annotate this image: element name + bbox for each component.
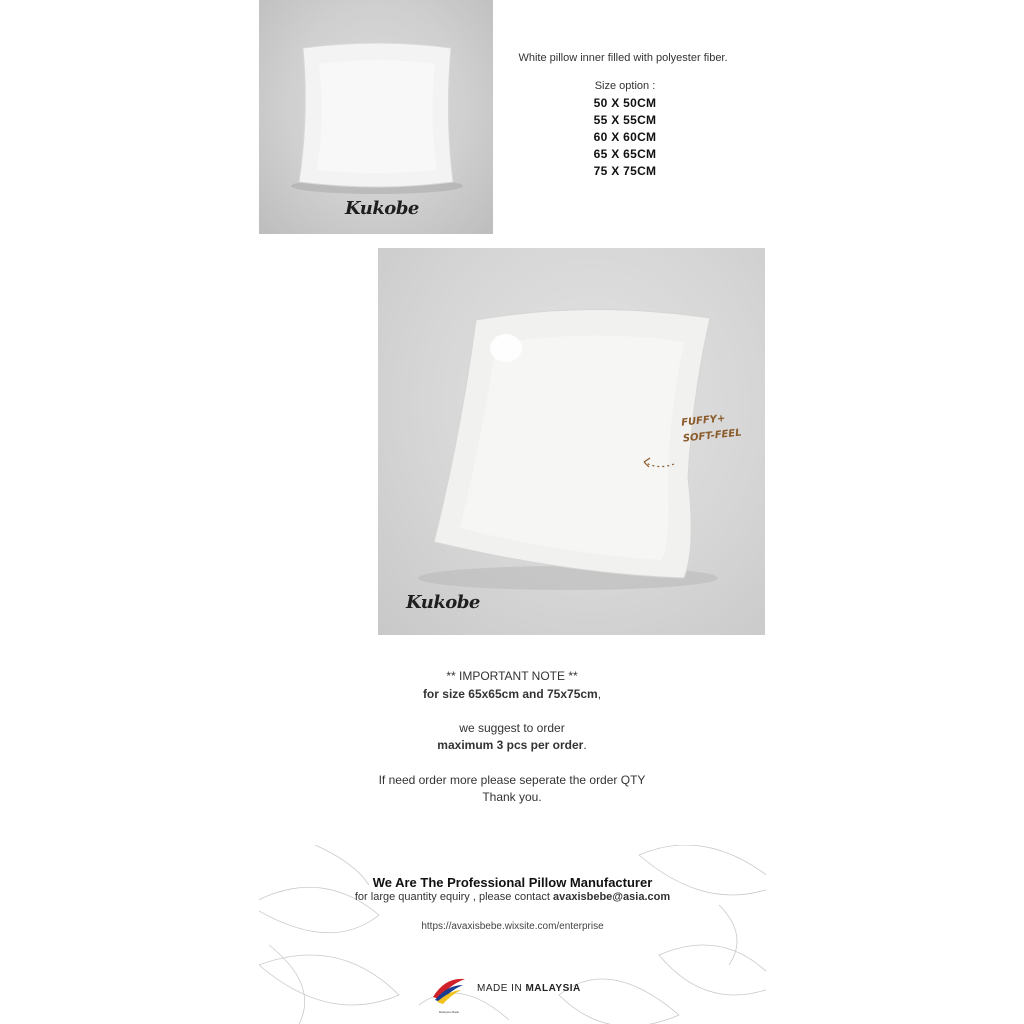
footer-contact xyxy=(259,891,766,903)
annotation-line: FUFFY+ xyxy=(680,413,726,429)
made-in-prefix: MADE IN xyxy=(477,983,526,994)
size-option-item: 55 X 55CM xyxy=(593,113,657,127)
made-in-label xyxy=(477,983,581,994)
size-option-label: Size option : xyxy=(594,80,656,92)
note-punct: , xyxy=(597,687,602,701)
size-option-item: 75 X 75CM xyxy=(593,164,657,178)
note-punct: . xyxy=(583,738,587,752)
flag-swoosh-icon xyxy=(429,973,469,1005)
note-size-bold: for size 65x65cm and 75x75cm xyxy=(422,687,598,701)
contact-email-link[interactable]: avaxisbebe@asia.com xyxy=(552,891,671,903)
product-description: White pillow inner filled with polyester fiber. xyxy=(518,52,728,64)
leaf-pattern-background xyxy=(259,845,766,1024)
footer-banner xyxy=(259,845,766,1024)
note-heading: ** IMPORTANT NOTE ** xyxy=(446,669,578,683)
size-option-item: 50 X 50CM xyxy=(593,96,657,110)
note-max-bold: maximum 3 pcs per order xyxy=(437,738,584,752)
contact-prefix: for large quantity equiry , please contact xyxy=(354,891,553,903)
product-photo-front xyxy=(259,0,493,234)
footer-url-link[interactable]: https://avaxisbebe.wixsite.com/enterprise xyxy=(421,921,604,932)
annotation-line: SOFT-FEEL xyxy=(682,427,743,445)
brand-logo: Kukobe xyxy=(345,198,419,219)
note-size-line xyxy=(262,687,762,701)
note-separate-line: If need order more please seperate the order QTY xyxy=(378,773,646,787)
note-suggest-line: we suggest to order xyxy=(459,721,565,735)
product-photo-angled xyxy=(378,248,765,635)
emblem-caption: Malaysia Made xyxy=(438,1010,460,1014)
malaysia-made-emblem xyxy=(429,973,469,1013)
footer-title: We Are The Professional Pillow Manufacturer xyxy=(372,875,653,890)
made-in-country: MALAYSIA xyxy=(525,983,581,994)
size-option-list xyxy=(560,95,690,180)
brand-logo: Kukobe xyxy=(406,592,480,613)
size-option-item: 60 X 60CM xyxy=(593,130,657,144)
note-thanks: Thank you. xyxy=(482,790,542,804)
note-max-line xyxy=(262,738,762,752)
size-option-item: 65 X 65CM xyxy=(593,147,657,161)
